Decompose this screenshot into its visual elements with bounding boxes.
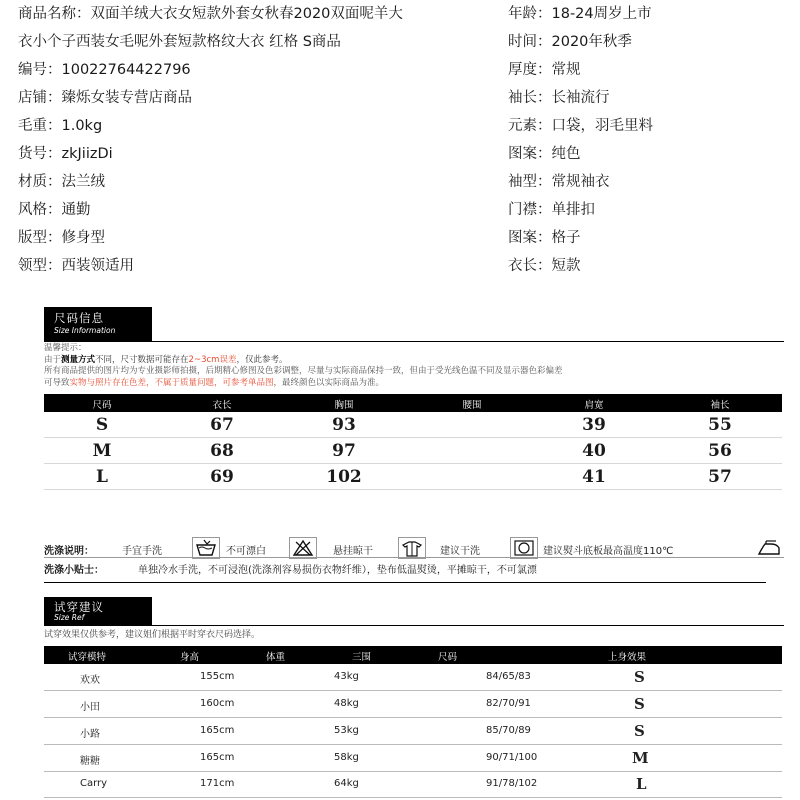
size-cell: L (96, 467, 108, 487)
washing-tips (44, 561, 784, 576)
size-cell: 41 (582, 467, 606, 487)
size-col-header: 袖长 (710, 400, 730, 411)
size-cell: 97 (332, 441, 356, 461)
washing-label: 洗涤说明： (44, 546, 94, 557)
attr-product-name (18, 0, 410, 56)
attr-label: 年龄： (508, 6, 552, 22)
notice-line-1 (44, 355, 784, 367)
size-cell: 39 (582, 415, 606, 435)
washing-hang-dry-text: 悬挂晾干 (333, 546, 373, 557)
attr-value: 单排扣 (551, 202, 595, 218)
attr-age (508, 0, 793, 28)
fit-notice: 试穿效果仅供参考，建议姐们根据平时穿衣尺码选择。 (44, 630, 261, 640)
fit-row (44, 691, 782, 719)
attr-value: 修身型 (61, 230, 105, 246)
fit-cell: 64kg (334, 778, 359, 789)
fit-cell-effect: S (634, 668, 645, 686)
fit-row (44, 771, 782, 799)
attr-label: 领型： (18, 258, 62, 274)
size-cell: 67 (210, 415, 234, 435)
size-cell: 102 (326, 467, 362, 487)
size-cell: S (95, 415, 109, 435)
attr-value: 10022764422796 (61, 62, 191, 78)
attr-value: 双面羊绒大衣女短款外套女秋春2020双面呢羊大衣小个子西装女毛呢外套短款格纹大衣 红格 S商品 (18, 6, 403, 50)
fit-col-header: 身高 (180, 652, 200, 663)
notice-text: 不同，尺寸数据可能存在 (95, 354, 189, 365)
fit-section-rule (44, 625, 784, 626)
fit-cell-effect: S (634, 722, 645, 740)
fit-cell: 48kg (334, 698, 359, 709)
size-row (44, 464, 782, 489)
row-divider (44, 489, 782, 490)
fit-cell: 糖糖 (80, 756, 100, 767)
size-section-header (44, 307, 152, 341)
size-cell: M (92, 441, 112, 461)
fit-col-header: 三围 (352, 652, 372, 663)
notice-title: 温馨提示： (44, 343, 87, 353)
attr-value: 1.0kg (61, 118, 103, 134)
attr-collar (18, 252, 418, 280)
fit-row (44, 745, 782, 773)
fit-cell: 53kg (334, 725, 359, 736)
fit-cell: 43kg (334, 671, 359, 682)
attr-pattern-2 (508, 224, 793, 252)
fit-cell: 小田 (80, 702, 100, 713)
attr-label: 店铺： (18, 90, 62, 106)
fit-cell: 165cm (200, 725, 235, 736)
size-section-title: 尺码信息 (54, 311, 104, 325)
washing-tips-text: 单独冷水手洗，不可浸泡(洗涤剂容易损伤衣物纤维），垫布低温熨烫，平摊晾干，不可氯漂 (138, 565, 537, 576)
attr-label: 货号： (18, 146, 62, 162)
attr-label: 图案： (508, 146, 552, 162)
fit-cell: 85/70/89 (486, 725, 531, 736)
size-col-header: 胸围 (334, 400, 354, 411)
attr-label: 图案： (508, 230, 552, 246)
attr-label: 材质： (18, 174, 62, 190)
attr-store (18, 84, 418, 112)
attr-label: 袖型： (508, 174, 552, 190)
fit-col-header: 尺码 (438, 652, 458, 663)
fit-row (44, 718, 782, 746)
attr-material (18, 168, 418, 196)
attr-sleeve-type (508, 168, 793, 196)
fit-cell-effect: M (632, 749, 649, 767)
attr-label: 毛重： (18, 118, 62, 134)
fit-cell: 82/70/91 (486, 698, 531, 709)
attr-value: 西装领适用 (61, 258, 134, 274)
notice-text: 由于 (44, 354, 62, 365)
notice-text: 实物与照片存在色差，不属于质量问题，可参考单品图 (69, 377, 274, 388)
fit-row (44, 664, 782, 692)
attr-value: 18-24周岁上市 (551, 6, 652, 22)
attr-label: 厚度： (508, 62, 552, 78)
wash-divider (44, 557, 784, 558)
size-table-header (44, 394, 782, 412)
attr-item-no (18, 140, 418, 168)
size-section-subtitle: Size Information (54, 326, 116, 335)
fit-section-subtitle: Size Ref (54, 613, 85, 622)
attr-label: 版型： (18, 230, 62, 246)
size-col-header: 腰围 (462, 400, 482, 411)
fit-col-header: 体重 (266, 652, 286, 663)
row-divider (44, 797, 782, 798)
notice-text: ，最终颜色以实际商品为准。 (273, 377, 385, 388)
washing-iron-text: 建议熨斗底板最高温度110℃ (543, 546, 674, 557)
washing-dry-clean-text: 建议干洗 (440, 546, 480, 557)
fit-table-header (44, 646, 782, 664)
attr-value: 2020年秋季 (551, 34, 632, 50)
attr-label: 袖长： (508, 90, 552, 106)
no-bleach-icon (289, 537, 317, 559)
attr-elements (508, 112, 793, 140)
notice-text: 测量方式 (61, 354, 96, 365)
attr-weight (18, 112, 418, 140)
attr-label: 衣长： (508, 258, 552, 274)
attr-placket (508, 196, 793, 224)
attr-value: zkJiizDi (61, 146, 113, 162)
size-col-header: 衣长 (212, 400, 232, 411)
fit-cell: 58kg (334, 752, 359, 763)
washing-tips-label: 洗涤小贴士： (44, 565, 104, 576)
size-row (44, 438, 782, 463)
attr-label: 元素： (508, 118, 552, 134)
notice-text: 可导致 (44, 377, 70, 388)
iron-icon (754, 537, 782, 559)
fit-cell-effect: S (634, 695, 645, 713)
fit-cell: 165cm (200, 752, 235, 763)
attr-thickness (508, 56, 793, 84)
hang-dry-icon (398, 537, 426, 559)
washing-no-bleach-text: 不可漂白 (226, 546, 266, 557)
notice-text: 2~3cm误差 (188, 354, 237, 365)
notice-text: ，仅此参考。 (236, 354, 288, 365)
attr-label: 编号： (18, 62, 62, 78)
attr-label: 时间： (508, 34, 552, 50)
fit-col-header: 试穿模特 (68, 652, 107, 663)
dry-clean-icon (510, 537, 538, 559)
attr-id (18, 56, 418, 84)
notice-line-3 (44, 378, 784, 390)
fit-cell: Carry (80, 778, 108, 789)
washing-hand-wash-text: 手宜手洗 (122, 546, 162, 557)
attr-season (508, 28, 793, 56)
fit-cell: 171cm (200, 778, 235, 789)
attr-style (18, 196, 418, 224)
fit-col-header: 上身效果 (608, 652, 647, 663)
attr-value: 口袋，羽毛里料 (551, 118, 653, 134)
fit-cell: 155cm (200, 671, 235, 682)
fit-cell: 90/71/100 (486, 752, 538, 763)
washing-instructions (44, 542, 784, 557)
fit-cell: 欢欢 (80, 675, 100, 686)
size-cell: 55 (708, 415, 732, 435)
fit-section-header (44, 597, 152, 625)
size-cell: 57 (708, 467, 732, 487)
attr-value: 臻烁女装专营店商品 (61, 90, 192, 106)
size-cell: 56 (708, 441, 732, 461)
fit-cell: 160cm (200, 698, 235, 709)
attr-value: 通勤 (61, 202, 91, 218)
attr-label: 商品名称： (18, 6, 91, 22)
attr-value: 纯色 (551, 146, 581, 162)
fit-cell: 84/65/83 (486, 671, 531, 682)
size-cell: 40 (582, 441, 606, 461)
attr-value: 短款 (551, 258, 581, 274)
tips-divider (44, 582, 766, 583)
fit-section-title: 试穿建议 (54, 600, 104, 614)
attr-value: 常规袖衣 (551, 174, 610, 190)
size-row (44, 412, 782, 437)
fit-cell-effect: L (636, 775, 647, 793)
attributes-right (508, 0, 793, 280)
size-col-header: 尺码 (92, 400, 112, 411)
attr-fit (18, 224, 418, 252)
size-cell: 68 (210, 441, 234, 461)
notice-line-2: 所有商品提供的图片均为专业摄影师拍摄，后期精心修图及色彩调整，尽量与实际商品保持一致，但由于受光线色温不同及显示器色彩偏差 (44, 366, 563, 376)
attr-value: 长袖流行 (551, 90, 610, 106)
attr-length (508, 252, 793, 280)
attr-value: 常规 (551, 62, 581, 78)
size-cell: 93 (332, 415, 356, 435)
fit-cell: 小路 (80, 729, 100, 740)
attr-label: 风格： (18, 202, 62, 218)
attr-value: 法兰绒 (61, 174, 105, 190)
attr-pattern (508, 140, 793, 168)
size-notice (44, 343, 784, 389)
hand-wash-icon (192, 537, 220, 559)
size-section-rule (44, 341, 784, 342)
fit-cell: 91/78/102 (486, 778, 538, 789)
attr-sleeve-length (508, 84, 793, 112)
attributes-left (18, 0, 418, 280)
size-col-header: 肩宽 (584, 400, 604, 411)
attr-label: 门襟： (508, 202, 552, 218)
size-cell: 69 (210, 467, 234, 487)
attr-value: 格子 (551, 230, 581, 246)
